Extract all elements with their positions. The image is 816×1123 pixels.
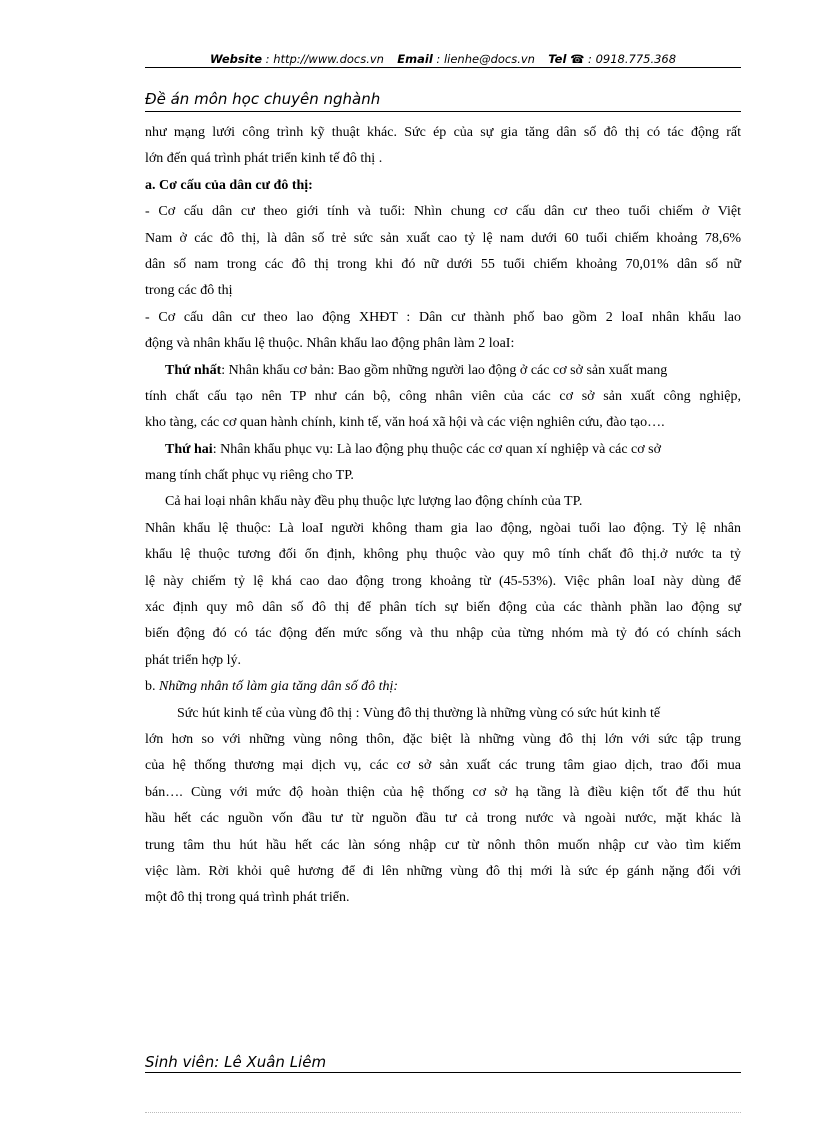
footer-student [145, 1053, 326, 1071]
text-line [145, 437, 741, 463]
text-line: việc làm. Rời khỏi quê hương để đi lên những vùng đô thị mới là sức ép gánh nặng đối với [145, 863, 741, 879]
text-line: Nam ở các đô thị, là dân số trẻ sức sản xuất cao tỷ lệ nam dưới 60 tuổi chiếm khoảng 78,6% [145, 230, 741, 246]
title-rule [145, 111, 741, 112]
text-line: khẩu lệ thuộc tương đối ổn định, không phụ thuộc vào quy mô tính chất đô thị.ở nước ta tỷ [145, 547, 741, 563]
lead-colon: : [212, 441, 217, 457]
phone-icon: ☎ [570, 52, 585, 66]
page-bottom-rule [145, 1112, 741, 1113]
heading-b-prefix: b. [145, 679, 156, 695]
text-line: Nhân khẩu lệ thuộc: Là loaI người không tham gia lao động, ngòai tuổi lao động. Tỷ lệ nhân [145, 520, 741, 536]
page-header-contact [145, 52, 741, 66]
text-line: hầu hết các nguồn vốn đầu tư từ nguồn đầu tư cả trong nước và ngoài nước, mặt khác là [145, 811, 741, 827]
student-name: Lê Xuân Liêm [224, 1053, 327, 1071]
tel-label: Tel [548, 52, 567, 66]
text-line: - Cơ cấu dân cư theo giới tính và tuổi: Nhìn chung cơ cấu dân cư theo tuổi chiếm ở Việt [145, 204, 741, 220]
lead-first: Thứ nhất [165, 362, 222, 378]
text-line: tính chất cấu tạo nên TP như cán bộ, công nhân viên của các cơ sở sản xuất công nghiệp, [145, 388, 741, 404]
tel-value: : 0918.775.368 [588, 52, 677, 66]
text-line: Sức hút kinh tế của vùng đô thị : Vùng đô thị thường là những vùng có sức hút kinh tế [177, 705, 661, 721]
text-line: xác định quy mô dân số đô thị để phân tích sự biến động của các thành phần lao động sự [145, 600, 741, 616]
text-line: lệ này chiếm tỷ lệ khá cao dao động trong khoảng từ (45-53%). Việc phân loaI này dùng để [145, 573, 741, 589]
text-line: bán…. Cùng với mức độ hoàn thiện của hệ thống cơ sở hạ tầng là điều kiện tốt để thu hút [145, 784, 741, 800]
text-line: biến động đó có tác động đến mức sống và thu nhập của từng nhóm mà tỷ đó có chính sách [145, 626, 741, 642]
text-line [145, 358, 741, 384]
document-title: Đề án môn học chuyên nghành [145, 90, 381, 108]
email-value: : lienhe@docs.vn [436, 52, 535, 66]
section-heading-a: a. Cơ cấu của dân cư đô thị: [145, 177, 313, 193]
website-value: : http://www.docs.vn [265, 52, 384, 66]
footer-rule [145, 1072, 741, 1073]
text-line: kho tàng, các cơ quan hành chính, kinh tế, văn hoá xã hội và các viện nghiên cứu, đào tạo…. [145, 415, 665, 431]
lead-second: Thứ hai [165, 441, 213, 457]
website-label: Website [209, 52, 263, 66]
text-line: phát triển hợp lý. [145, 652, 242, 668]
body-text [145, 120, 741, 912]
text-line: lớn đến quá trình phát triển kinh tế đô thị . [145, 151, 383, 167]
text-line-content: Nhân khẩu cơ bản: Bao gồm những người lao động ở các cơ sở sản xuất mang [228, 362, 668, 378]
text-line: dân số nam trong các đô thị trong khi đó nữ dưới 55 tuổi chiếm khoảng 70,01% dân số nữ [145, 256, 741, 272]
text-line: Cả hai loại nhân khẩu này đều phụ thuộc lực lượng lao động chính của TP. [165, 494, 583, 510]
student-label: Sinh viên: [145, 1053, 220, 1071]
text-line: một đô thị trong quá trình phát triển. [145, 890, 350, 906]
text-line: của hệ thống thương mại dịch vụ, các cơ sở sản xuất các trung tâm giao dịch, trao đổi mua [145, 758, 741, 774]
text-line: mang tính chất phục vụ riêng cho TP. [145, 468, 354, 484]
header-rule [145, 67, 741, 68]
text-line: động và nhân khẩu lệ thuộc. Nhân khẩu lao động phân làm 2 loaI: [145, 336, 515, 352]
text-line: như mạng lưới công trình kỹ thuật khác. Sức ép của sự gia tăng dân số đô thị có tác động rất [145, 125, 741, 140]
text-line: trung tâm thu hút hầu hết các làn sóng nhập cư từ nônh thôn muốn nhập cư vào tìm kiếm [145, 837, 741, 853]
heading-b-text: Những nhân tố làm gia tăng dân số đô thị: [159, 679, 399, 695]
text-line-content: Nhân khẩu phục vụ: Là lao động phụ thuộc các cơ quan xí nghiệp và các cơ sở [220, 441, 661, 457]
text-line: - Cơ cấu dân cư theo lao động XHĐT : Dân cư thành phố bao gồm 2 loaI nhân khẩu lao [145, 309, 741, 325]
lead-colon: : [221, 362, 226, 378]
text-line: trong các đô thị [145, 283, 233, 299]
section-heading-b [145, 674, 741, 700]
email-label: Email [397, 52, 433, 66]
text-line: lớn hơn so với những vùng nông thôn, đặc biệt là những vùng đô thị lớn với sức tập trung [145, 731, 741, 747]
